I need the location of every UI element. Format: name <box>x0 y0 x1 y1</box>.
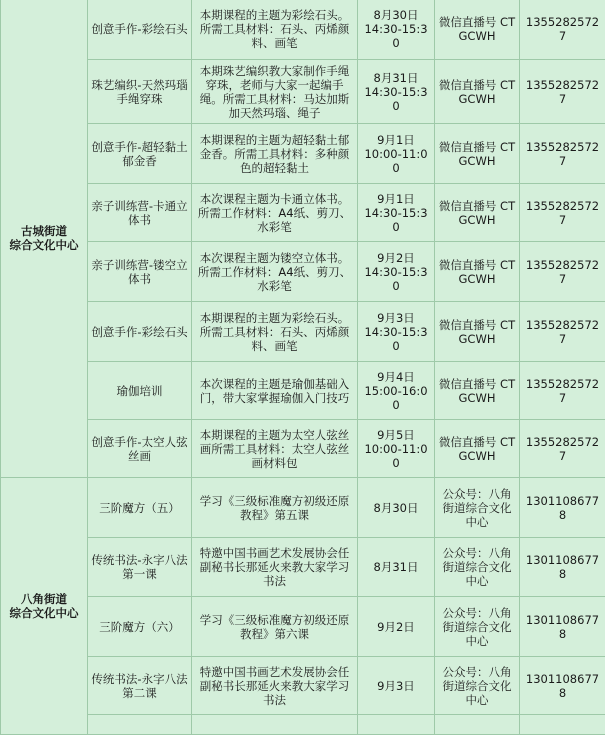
course-description: 学习《三级标准魔方初级还原教程》第六课 <box>192 597 358 657</box>
course-name: 三阶魔方（六） <box>88 597 192 657</box>
course-datetime: 8月31日 14:30-15:30 <box>358 60 435 124</box>
course-datetime <box>358 715 435 735</box>
table-row <box>1 420 605 478</box>
table-row <box>1 124 605 184</box>
broadcast-channel: 微信直播号 CTGCWH <box>435 362 520 420</box>
table-row <box>1 184 605 242</box>
broadcast-channel <box>435 715 520 735</box>
course-description: 本次课程主题为卡通立体书。所需工作材料：A4纸、剪刀、水彩笔 <box>192 184 358 242</box>
contact-phone: 13011086778 <box>520 538 605 597</box>
broadcast-channel: 公众号：八角街道综合文化中心 <box>435 657 520 715</box>
course-name: 创意手作-彩绘石头 <box>88 0 192 60</box>
contact-phone: 13552825727 <box>520 124 605 184</box>
broadcast-channel: 微信直播号 CTGCWH <box>435 420 520 478</box>
broadcast-channel: 微信直播号 CTGCWH <box>435 184 520 242</box>
course-datetime: 9月3日 <box>358 657 435 715</box>
table-row <box>1 302 605 362</box>
course-name: 瑜伽培训 <box>88 362 192 420</box>
contact-phone: 13552825727 <box>520 362 605 420</box>
table-row <box>1 0 605 60</box>
table-row <box>1 478 605 538</box>
course-description: 本期课程的主题为太空人弦丝画所需工具材料：太空人弦丝画材料包 <box>192 420 358 478</box>
course-description: 特邀中国书画艺术发展协会任副秘书长那延火来教大家学习书法 <box>192 538 358 597</box>
course-name: 亲子训练营-卡通立体书 <box>88 184 192 242</box>
contact-phone: 13011086778 <box>520 478 605 538</box>
table-row <box>1 242 605 302</box>
contact-phone: 13552825727 <box>520 60 605 124</box>
course-datetime: 9月5日 10:00-11:00 <box>358 420 435 478</box>
course-description: 特邀中国书画艺术发展协会任副秘书长那延火来教大家学习书法 <box>192 657 358 715</box>
course-datetime: 9月2日 14:30-15:30 <box>358 242 435 302</box>
course-datetime: 9月4日 15:00-16:00 <box>358 362 435 420</box>
contact-phone <box>520 715 605 735</box>
course-description: 本次课程的主题是瑜伽基础入门，带大家掌握瑜伽入门技巧 <box>192 362 358 420</box>
table-row <box>1 60 605 124</box>
broadcast-channel: 微信直播号 CTGCWH <box>435 0 520 60</box>
table-row <box>1 657 605 715</box>
broadcast-channel: 微信直播号 CTGCWH <box>435 302 520 362</box>
table-row <box>1 538 605 597</box>
course-datetime: 8月31日 <box>358 538 435 597</box>
contact-phone: 13011086778 <box>520 597 605 657</box>
course-datetime: 8月30日 14:30-15:30 <box>358 0 435 60</box>
course-description <box>192 715 358 735</box>
broadcast-channel: 公众号：八角街道综合文化中心 <box>435 538 520 597</box>
course-name: 创意手作-超轻黏土郁金香 <box>88 124 192 184</box>
table-row <box>1 362 605 420</box>
course-name: 亲子训练营-镂空立体书 <box>88 242 192 302</box>
course-datetime: 9月1日 14:30-15:30 <box>358 184 435 242</box>
broadcast-channel: 微信直播号 CTGCWH <box>435 60 520 124</box>
venue-cell: 古城街道 综合文化中心 <box>1 0 88 478</box>
course-datetime: 9月2日 <box>358 597 435 657</box>
course-name <box>88 715 192 735</box>
contact-phone: 13552825727 <box>520 420 605 478</box>
contact-phone: 13552825727 <box>520 242 605 302</box>
table-row <box>1 597 605 657</box>
contact-phone: 13552825727 <box>520 184 605 242</box>
broadcast-channel: 微信直播号 CTGCWH <box>435 242 520 302</box>
course-datetime: 8月30日 <box>358 478 435 538</box>
course-description: 本期课程的主题为超轻黏土郁金香。所需工具材料：多种颜色的超轻黏土 <box>192 124 358 184</box>
course-description: 学习《三级标准魔方初级还原教程》第五课 <box>192 478 358 538</box>
broadcast-channel: 微信直播号 CTGCWH <box>435 124 520 184</box>
course-name: 珠艺编织-天然玛瑙手绳穿珠 <box>88 60 192 124</box>
course-name: 创意手作-太空人弦丝画 <box>88 420 192 478</box>
course-description: 本期课程的主题为彩绘石头。所需工具材料：石头、丙烯颜料、画笔 <box>192 0 358 60</box>
course-name: 三阶魔方（五） <box>88 478 192 538</box>
contact-phone: 13552825727 <box>520 0 605 60</box>
broadcast-channel: 公众号：八角街道综合文化中心 <box>435 597 520 657</box>
course-name: 创意手作-彩绘石头 <box>88 302 192 362</box>
table-row <box>1 715 605 735</box>
course-description: 本期课程的主题为彩绘石头。所需工具材料：石头、丙烯颜料、画笔 <box>192 302 358 362</box>
venue-cell: 八角街道 综合文化中心 <box>1 478 88 735</box>
contact-phone: 13011086778 <box>520 657 605 715</box>
broadcast-channel: 公众号：八角街道综合文化中心 <box>435 478 520 538</box>
course-datetime: 9月1日 10:00-11:00 <box>358 124 435 184</box>
course-description: 本期珠艺编织教大家制作手绳穿珠，老师与大家一起编手绳。所需工具材料：马达加斯加天然玛瑙、绳子 <box>192 60 358 124</box>
course-name: 传统书法-永字八法第二课 <box>88 657 192 715</box>
course-datetime: 9月3日 14:30-15:30 <box>358 302 435 362</box>
course-description: 本次课程主题为镂空立体书。所需工作材料：A4纸、剪刀、水彩笔 <box>192 242 358 302</box>
contact-phone: 13552825727 <box>520 302 605 362</box>
course-name: 传统书法-永字八法第一课 <box>88 538 192 597</box>
